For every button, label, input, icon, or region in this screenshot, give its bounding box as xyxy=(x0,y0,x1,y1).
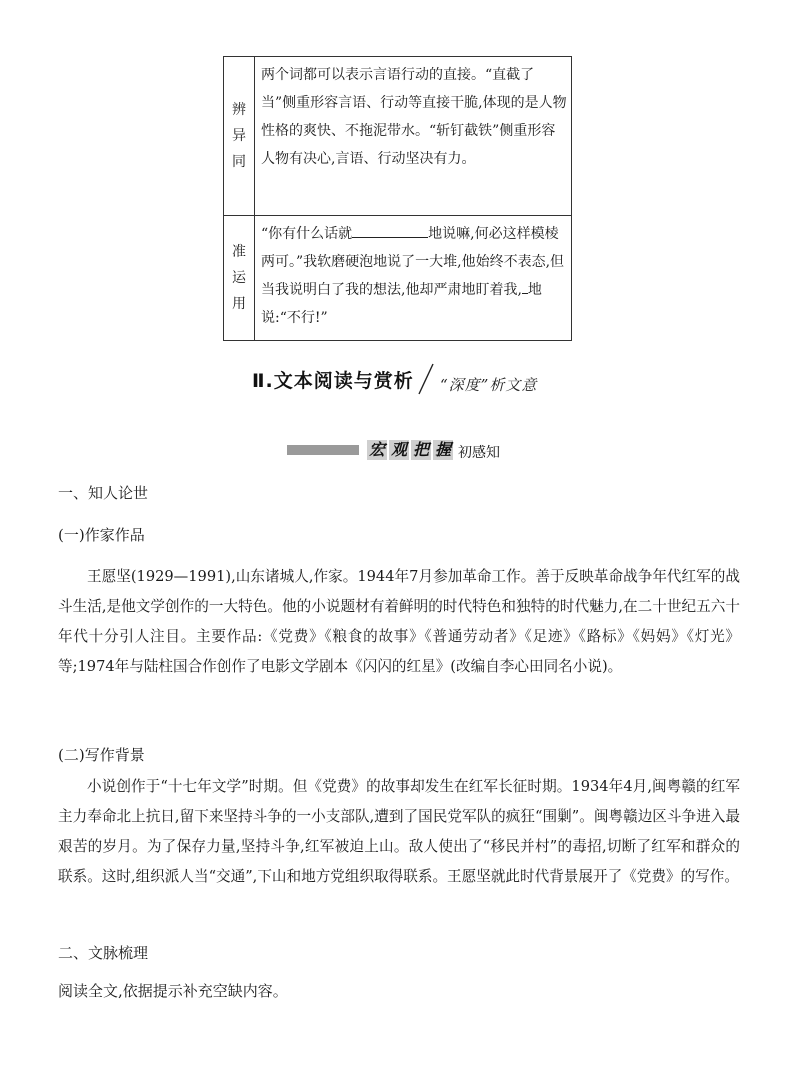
heading-know-author: 一、知人论世 xyxy=(58,484,149,502)
table-row-distinguish xyxy=(224,57,572,216)
table-row-usage xyxy=(224,216,572,341)
fill-blank-1[interactable] xyxy=(352,221,428,238)
paragraph-background: 小说创作于“十七年文学”时期。但《党费》的故事却发生在红军长征时期。1934年4月,闽粤赣的红军主力奉命北上抗日,留下来坚持斗争的一小支部队,遭到了国民党军队的疯狂“围剿”。闽粤赣边区斗争进入最艰苦的岁月。为了保存力量,坚持斗争,红军被迫上山。敌人使出了“移民并村”的毒招,切断了红军和群众的联系。这时,组织派人当“交通”,下山和地方党组织取得联系。王愿坚就此时代背景展开了《党费》的写作。 xyxy=(58,778,740,885)
section-title: Ⅱ.文本阅读与赏析 xyxy=(252,370,414,392)
usage-text-part3: 地说:“不行!” xyxy=(261,282,542,326)
heading-structure: 二、文脉梳理 xyxy=(58,944,149,962)
section-header xyxy=(252,362,592,398)
banner-tail: 初感知 xyxy=(458,445,500,461)
label-char: 异 xyxy=(232,128,246,144)
banner-bar xyxy=(287,445,359,455)
usage-text-part2: 地说嘛,何必这样模棱两可。”我软磨硬泡地说了一大堆,他始终不表态,但当我说明白了我的想法,他却严肃地盯着我, xyxy=(261,226,565,298)
subheading-works: (一)作家作品 xyxy=(58,526,145,544)
banner-char: 把 xyxy=(412,440,429,459)
slash-divider-icon xyxy=(416,362,436,396)
label-char: 运 xyxy=(232,270,246,286)
word-usage-table xyxy=(223,56,572,341)
label-distinguish xyxy=(224,57,255,216)
banner-char: 宏 xyxy=(368,440,385,459)
paragraph-author: 王愿坚(1929—1991),山东诸城人,作家。1944年7月参加革命工作。善于反映革命战争年代红军的战斗生活,是他文学创作的一大特色。他的小说题材有着鲜明的时代特色和独特的时代魅力,在二十世纪五六十年代十分引人注目。主要作品:《党费》《粮食的故事》《普通劳动者》《足迹》《路标》《妈妈》《灯光》等;1974年与陆柱国合作创作了电影文学剧本《闪闪的红星》(改编自李心田同名小说)。 xyxy=(58,568,740,675)
instruction-text: 阅读全文,依据提示补充空缺内容。 xyxy=(58,982,288,1000)
section-subtitle: “深度”析文意 xyxy=(440,376,538,394)
label-char: 用 xyxy=(232,296,246,312)
label-char: 辨 xyxy=(232,102,246,118)
banner-char: 观 xyxy=(390,440,407,459)
label-char: 准 xyxy=(232,244,246,260)
label-usage xyxy=(224,216,255,341)
usage-text xyxy=(255,216,572,341)
usage-text-part1: “你有什么话就 xyxy=(261,226,353,242)
label-char: 同 xyxy=(232,154,246,170)
distinguish-text: 两个词都可以表示言语行动的直接。“直截了当”侧重形容言语、行动等直接干脆,体现的是人物性格的爽快、不拖泥带水。“斩钉截铁”侧重形容人物有决心,言语、行动坚决有力。 xyxy=(255,57,572,216)
banner-char: 握 xyxy=(434,440,451,459)
subheading-background: (二)写作背景 xyxy=(58,746,145,764)
